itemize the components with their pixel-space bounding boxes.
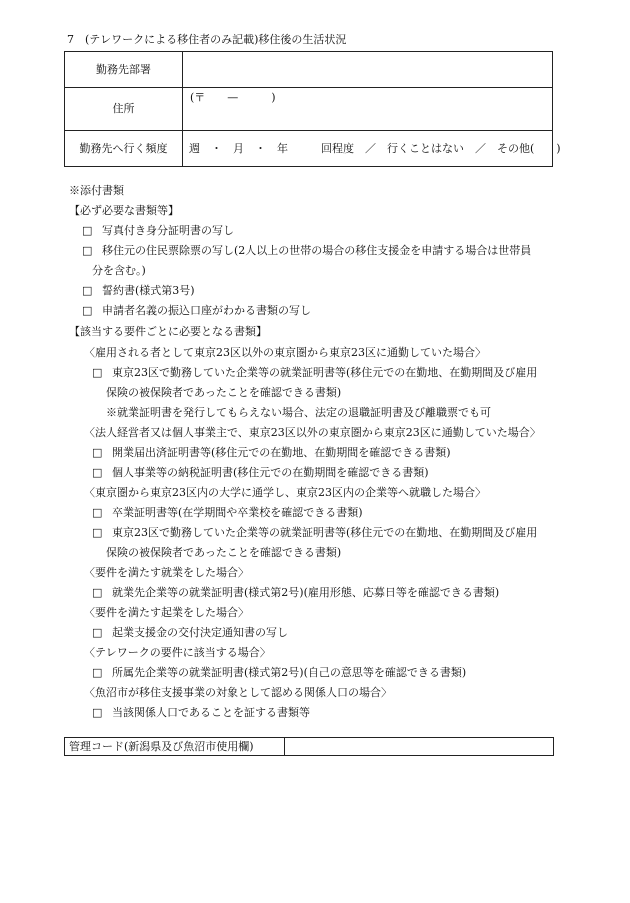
condition-heading: 〈魚沼市が移住支援事業の対象として認める関係人口の場合〉 <box>84 686 392 699</box>
checkbox-icon[interactable]: □ <box>82 284 93 297</box>
management-code-box <box>64 737 554 756</box>
management-code-field[interactable] <box>285 738 553 755</box>
list-item-continuation: 分を含む。) <box>92 264 146 277</box>
list-item: □ 所属先企業等の就業証明書(様式第2号)(自己の意思等を確認できる書類) <box>92 666 467 679</box>
list-item: □ 東京23区で勤務していた企業等の就業証明書等(移住元での在勤地、在勤期間及び雇用 <box>92 526 538 539</box>
condition-heading: 〈東京圏から東京23区内の大学に通学し、東京23区内の企業等へ就職した場合〉 <box>84 486 486 499</box>
checkbox-icon[interactable]: □ <box>92 666 103 679</box>
table-row <box>65 131 553 167</box>
conditional-heading: 【該当する要件ごとに必要となる書類】 <box>69 325 267 338</box>
postal-code-text: (〒 — ) <box>190 91 276 104</box>
section-title: 7 (テレワークによる移住者のみ記載)移住後の生活状況 <box>67 33 347 46</box>
table-row <box>65 52 553 88</box>
condition-heading: 〈雇用される者として東京23区以外の東京圏から東京23区に通勤していた場合〉 <box>84 346 486 359</box>
condition-heading: 〈テレワークの要件に該当する場合〉 <box>84 646 271 659</box>
workplace-label: 勤務先部署 <box>65 52 183 88</box>
list-item: □ 写真付き身分証明書の写し <box>82 224 234 237</box>
address-field[interactable] <box>183 88 553 131</box>
checkbox-icon[interactable]: □ <box>92 626 103 639</box>
attachments-heading: ※添付書類 <box>69 184 124 197</box>
address-label: 住所 <box>65 88 183 131</box>
list-item: □ 誓約書(様式第3号) <box>82 284 195 297</box>
condition-heading: 〈法人経営者又は個人事業主で、東京23区以外の東京圏から東京23区に通勤していた場合〉 <box>84 426 541 439</box>
checkbox-icon[interactable]: □ <box>92 506 103 519</box>
checkbox-icon[interactable]: □ <box>82 304 93 317</box>
required-heading: 【必ず必要な書類等】 <box>69 204 179 217</box>
table-row <box>65 88 553 131</box>
condition-heading: 〈要件を満たす就業をした場合〉 <box>84 566 249 579</box>
list-item: □ 東京23区で勤務していた企業等の就業証明書等(移住元での在勤地、在勤期間及び雇用 <box>92 366 538 379</box>
list-item: □ 移住元の住民票除票の写し(2人以上の世帯の場合の移住支援金を申請する場合は世帯員 <box>82 244 532 257</box>
checkbox-icon[interactable]: □ <box>92 526 103 539</box>
list-item: □ 卒業証明書等(在学期間や卒業校を確認できる書類) <box>92 506 363 519</box>
checkbox-icon[interactable]: □ <box>92 466 103 479</box>
list-item: □ 開業届出済証明書等(移住元での在勤地、在勤期間を確認できる書類) <box>92 446 451 459</box>
living-situation-table <box>64 51 561 167</box>
checkbox-icon[interactable]: □ <box>92 706 103 719</box>
list-item: □ 申請者名義の振込口座がわかる書類の写し <box>82 304 311 317</box>
frequency-field[interactable]: 週 ・ 月 ・ 年 回程度 ／ 行くことはない ／ その他( ) <box>183 131 553 167</box>
list-item-continuation: 保険の被保険者であったことを確認できる書類) <box>106 546 342 559</box>
list-item: □ 就業先企業等の就業証明書(様式第2号)(雇用形態、応募日等を確認できる書類) <box>92 586 500 599</box>
note-text: ※就業証明書を発行してもらえない場合、法定の退職証明書及び離職票でも可 <box>106 406 491 419</box>
workplace-field[interactable] <box>183 52 553 88</box>
checkbox-icon[interactable]: □ <box>82 244 93 257</box>
list-item: □ 起業支援金の交付決定通知書の写し <box>92 626 288 639</box>
checkbox-icon[interactable]: □ <box>82 224 93 237</box>
list-item: □ 当該関係人口であることを証する書類等 <box>92 706 310 719</box>
frequency-label: 勤務先へ行く頻度 <box>65 131 183 167</box>
condition-heading: 〈要件を満たす起業をした場合〉 <box>84 606 249 619</box>
list-item-continuation: 保険の被保険者であったことを確認できる書類) <box>106 386 342 399</box>
list-item: □ 個人事業等の納税証明書(移住元での在勤期間を確認できる書類) <box>92 466 429 479</box>
checkbox-icon[interactable]: □ <box>92 366 103 379</box>
management-code-label: 管理コード(新潟県及び魚沼市使用欄) <box>65 738 285 755</box>
checkbox-icon[interactable]: □ <box>92 586 103 599</box>
checkbox-icon[interactable]: □ <box>92 446 103 459</box>
